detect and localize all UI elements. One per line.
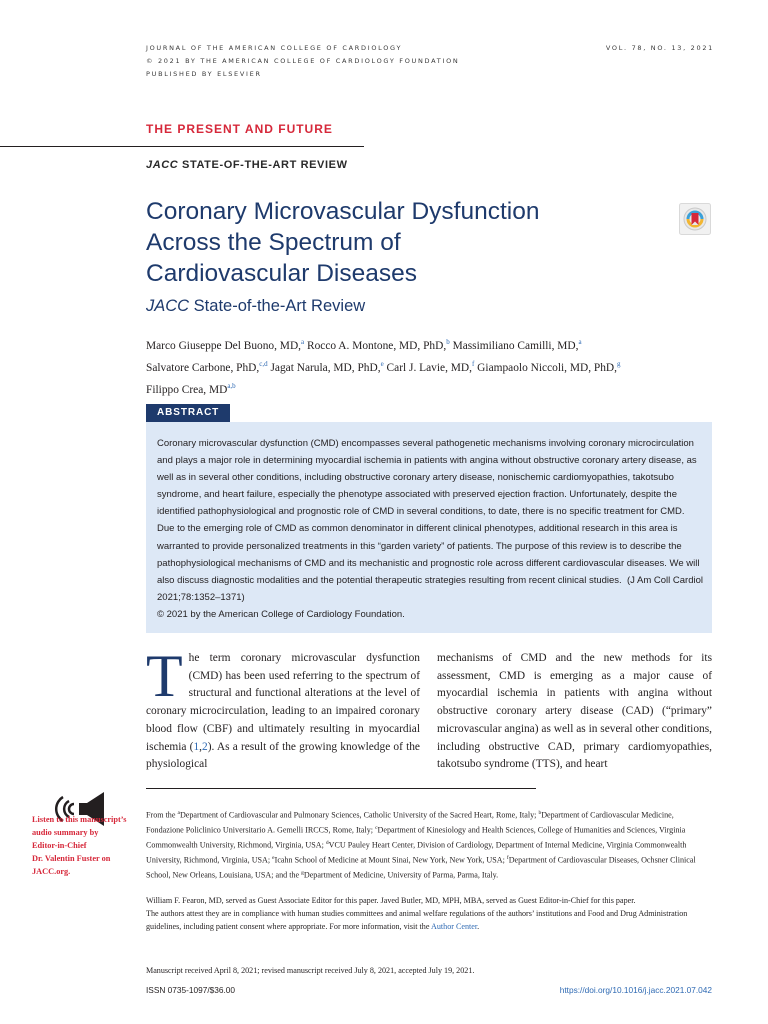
crossmark-icon[interactable] <box>679 203 711 235</box>
doi-text: https://doi.org/10.1016/j.jacc.2021.07.042 <box>559 985 712 995</box>
journal-name: JOURNAL OF THE AMERICAN COLLEGE OF CARDIOLOGY <box>146 44 403 52</box>
affiliation-marker: e <box>272 854 275 861</box>
affiliation-marker: g <box>301 869 304 876</box>
author-affiliation-marker[interactable]: a <box>578 338 582 346</box>
author-affiliation-marker[interactable]: f <box>471 359 475 368</box>
affiliations-footnote <box>146 807 712 881</box>
affiliation-marker: c <box>375 824 378 831</box>
drop-cap: T <box>146 643 183 709</box>
reference-link-1[interactable]: 1 <box>193 740 200 753</box>
compliance-text: The authors attest they are in compliance with human studies committees and animal welfare regulations of the authors’ institutions and Food and Drug Administration guidelines, including patient consent where appropriate. For more information, visit the <box>146 909 688 932</box>
volume-info: VOL. 78, NO. 13, 2021 <box>605 44 714 52</box>
abstract-body: Coronary microvascular dysfunction (CMD) encompasses several pathogenetic mechanisms involving coronary microcirculation and plays a major role in determining myocardial ischemia in patients with angina without obstructive coronary artery disease, as well as in several other conditions, including obstructive coronary artery disease, nonischemic cardiomyopathies, takotsubo syndrome, and heart failure, especially the phenotype associated with preserved ejection fraction. Unfortunately, despite the identified pathophysiological and prognostic role of CMD in several conditions, to date, there is no specific treatment for CMD. Due to the emerging role of CMD as common denominator in different clinical phenotypes, additional research in this area is warranted to provide personalized treatments in this “garden variety” of patients. The purpose of this review is to describe the pathophysiological mechanisms of CMD and its mechanistic and prognostic role across different cardiovascular diseases. We will also discuss diagnostic modalities and the potential therapeutic strategies resulting from recent clinical studies. <box>157 438 700 586</box>
body-col1-text: he term coronary microvascular dysfunction (CMD) has been used referring to the spectrum of structural and functional alterations at the level of coronary microcirculation, leading to an impaired coronary blood flow (CBF) and ultimately resulting in myocardial ischemia ( <box>146 652 420 753</box>
manuscript-dates: Manuscript received April 8, 2021; revised manuscript received July 8, 2021, accepted July 19, 2021. <box>146 966 475 975</box>
affiliation-marker: a <box>177 810 180 816</box>
audio-line-2: audio summary by <box>32 828 99 837</box>
author-affiliation-marker[interactable]: a <box>301 338 305 346</box>
audio-summary-link[interactable] <box>32 813 127 878</box>
reference-link-2[interactable]: 2 <box>202 740 208 753</box>
affiliation-text: Department of Kinesiology and Health Sciences, College of Humanities and Sciences, Virginia Commonwealth University, Richmond, Virginia, USA; <box>146 825 686 850</box>
footnote-rule <box>146 788 536 789</box>
author-name: Marco Giuseppe Del Buono, MD, <box>146 339 302 352</box>
author-name: Salvatore Carbone, PhD, <box>146 361 260 374</box>
author-name: Filippo Crea, MD <box>146 383 228 396</box>
doi-link[interactable] <box>560 985 712 995</box>
copyright-line: © 2021 BY THE AMERICAN COLLEGE OF CARDIOLOGY FOUNDATION <box>146 57 460 65</box>
editors-footnote <box>146 894 712 934</box>
affiliation-text: Department of Cardiovascular and Pulmonary Sciences, Catholic University of the Sacred Heart, Rome, Italy; <box>179 810 539 820</box>
section-rule <box>0 146 364 147</box>
affiliation-marker: b <box>538 810 542 816</box>
author-affiliation-marker[interactable]: a,b <box>227 381 236 390</box>
title-line-2: Across the Spectrum of <box>146 229 401 256</box>
abstract-citation: (J Am Coll Cardiol 2021;78:1352–1371) <box>157 574 704 603</box>
subtitle-label: State-of-the-Art Review <box>189 297 366 315</box>
article-type-label: STATE-OF-THE-ART REVIEW <box>178 159 348 171</box>
publisher-line: PUBLISHED BY ELSEVIER <box>146 70 262 78</box>
body-column-2 <box>437 650 712 771</box>
affiliation-lead: From the <box>146 810 178 820</box>
audio-line-1: Listen to this manuscript’s <box>32 815 127 824</box>
author-affiliation-marker[interactable]: g <box>617 359 621 368</box>
audio-line-5: JACC.org. <box>32 867 71 876</box>
article-subtitle <box>146 297 365 316</box>
abstract-text <box>157 435 703 623</box>
author-affiliation-marker[interactable]: b <box>446 338 450 346</box>
affiliation-marker: f <box>506 854 509 861</box>
abstract-copyright: © 2021 by the American College of Cardiology Foundation. <box>157 608 405 620</box>
editors-note: William F. Fearon, MD, served as Guest Associate Editor for this paper. Javed Butler, MD, MPH, MBA, served as Guest Editor-in-Chief for this paper. <box>146 896 636 905</box>
author-name: Rocco A. Montone, MD, PhD, <box>306 339 447 352</box>
article-type <box>146 159 348 171</box>
title-line-3: Cardiovascular Diseases <box>146 260 417 287</box>
author-name: Massimiliano Camilli, MD, <box>452 339 579 352</box>
affiliation-text: Department of Cardiovascular Diseases, Ochsner Clinical School, New Orleans, Louisiana, USA; and the <box>146 855 696 880</box>
title-line-1: Coronary Microvascular Dysfunction <box>146 198 540 225</box>
affiliation-text: Icahn School of Medicine at Mount Sinai, New York, New York, USA; <box>274 855 507 865</box>
affiliation-text: Department of Medicine, University of Parma, Parma, Italy. <box>303 870 499 880</box>
abstract-label: ABSTRACT <box>146 404 230 422</box>
body-col2-text: mechanisms of CMD and the new methods for its assessment, CMD is emerging as a major cause of myocardial ischemia in patients with angina without obstructive coronary artery disease (CAD) (“primary” microvascular angina) as well as in several other conditions, including obstructive CAD, primary cardiomyopathies, takotsubo syndrome (TTS), and heart <box>437 652 712 771</box>
article-title <box>146 196 626 289</box>
author-name: Giampaolo Niccoli, MD, PhD, <box>477 361 618 374</box>
body-column-1 <box>146 643 420 771</box>
author-affiliation-marker[interactable]: e <box>380 359 384 368</box>
audio-line-4: Dr. Valentin Fuster on <box>32 854 111 863</box>
author-name: Carl J. Lavie, MD, <box>386 361 472 374</box>
subtitle-journal: JACC <box>146 297 190 315</box>
compliance-period: . <box>477 922 480 932</box>
body-col1-end: ). As a result of the growing knowledge of the physiological <box>146 740 420 771</box>
author-affiliation-marker[interactable]: c,d <box>259 359 268 368</box>
article-type-journal: JACC <box>146 159 179 171</box>
issn: ISSN 0735-1097/$36.00 <box>146 985 236 995</box>
author-list <box>146 333 706 398</box>
ref-separator: , <box>199 740 203 753</box>
author-name: Jagat Narula, MD, PhD, <box>270 361 381 374</box>
author-center-link[interactable]: Author Center <box>431 922 478 932</box>
compliance-note <box>146 907 712 933</box>
affiliation-text: VCU Pauley Heart Center, Division of Cardiology, Department of Internal Medicine, Virginia Commonwealth University, Richmond, Virginia, USA; <box>146 840 687 865</box>
audio-line-3: Editor-in-Chief <box>32 841 87 850</box>
affiliation-text: Department of Cardiovascular Medicine, Fondazione Policlinico Universitario A. Gemelli IRCCS, Rome, Italy; <box>146 810 674 835</box>
affiliation-marker: d <box>325 839 329 846</box>
running-header <box>146 42 459 81</box>
section-label: THE PRESENT AND FUTURE <box>146 122 333 136</box>
